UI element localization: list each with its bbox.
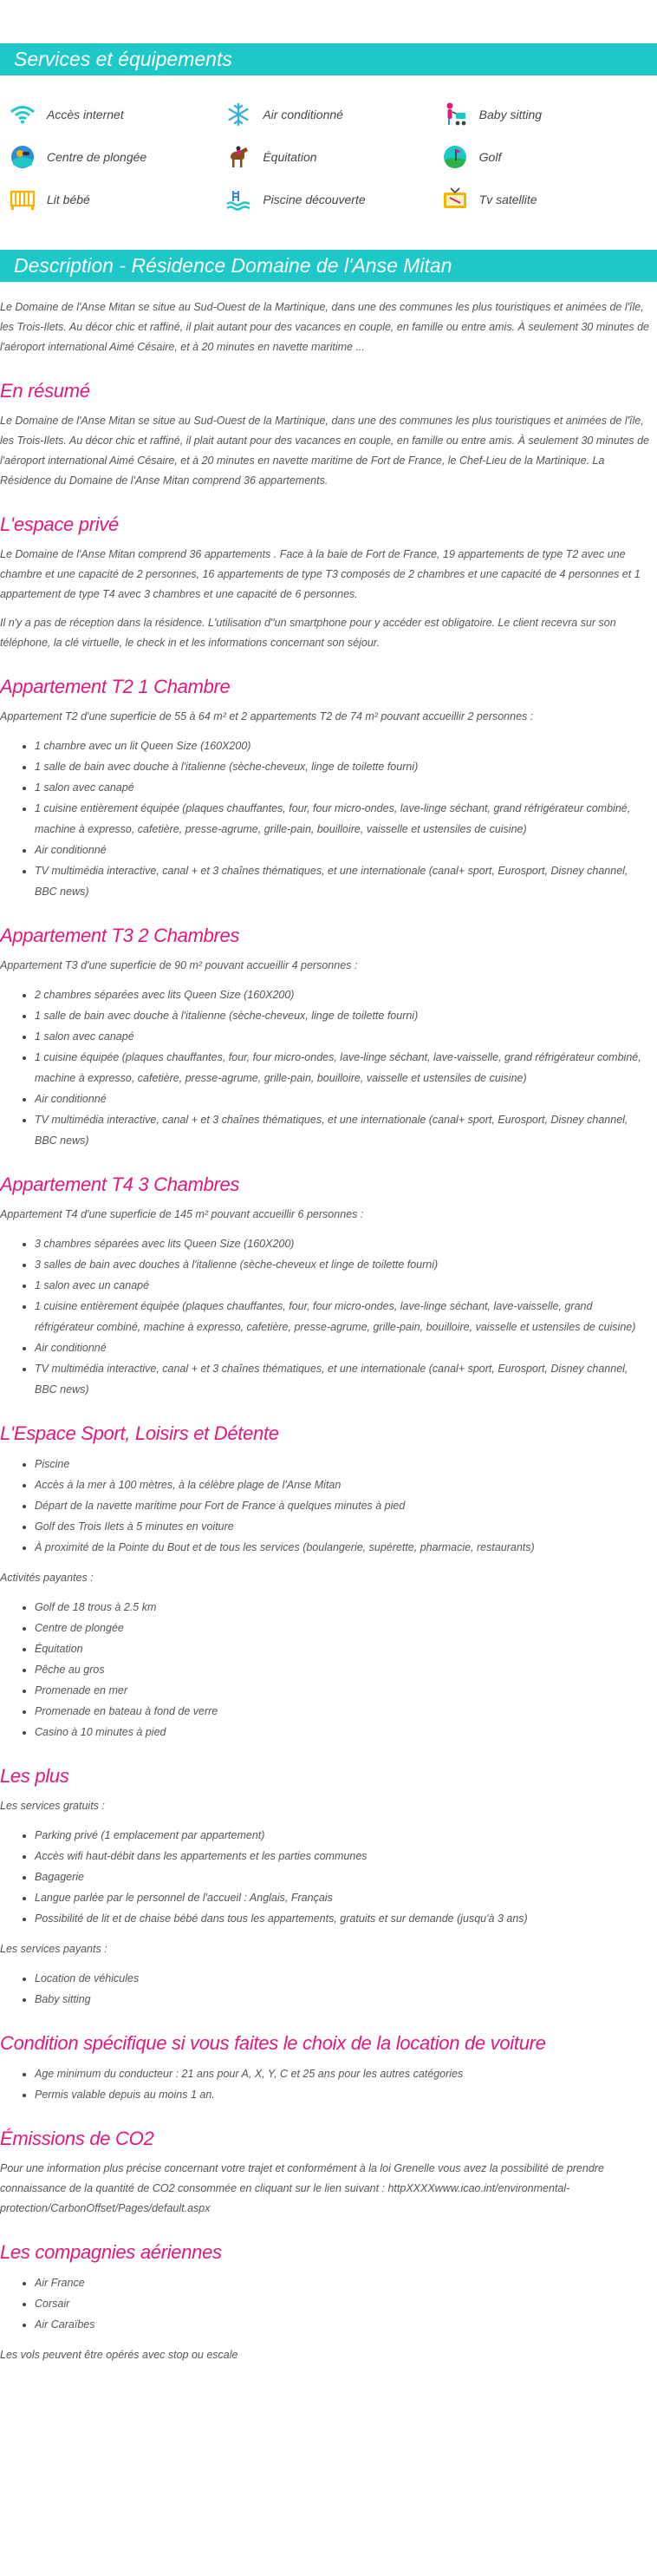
paid-activities-list	[35, 1597, 657, 1742]
list-item: • 1 cuisine entièrement équipée (plaques chauffantes, four, four micro-ondes, lave-linge séchant, lave-vaisselle, grand réfrigérateur combiné, machine à expresso, cafetière, presse-agrume, grille-pain, bouilloire, vaisselle et ustensiles de cuisine)	[35, 1296, 657, 1337]
t4-list	[35, 1233, 657, 1400]
service-riding: Équitation	[224, 144, 440, 170]
list-item: • Équitation	[35, 1638, 657, 1659]
description-content	[0, 282, 657, 2365]
list-item: • 3 salles de bain avec douches à l'italienne (sèche-cheveux et linge de toilette fourni)	[35, 1254, 657, 1275]
baby-stroller-icon	[441, 101, 469, 127]
list-item: • 2 chambres séparées avec lits Queen Size (160X200)	[35, 984, 657, 1005]
service-air-conditioning: Air conditionné	[224, 101, 440, 127]
crib-icon	[9, 186, 36, 212]
airlines-heading: Les compagnies aériennes	[0, 2241, 222, 2263]
list-item: • Baby sitting	[35, 1989, 657, 2010]
list-item: • Air conditionné	[35, 1337, 657, 1358]
service-crib: Lit bébé	[9, 186, 224, 212]
list-item: • Golf des Trois Ilets à 5 minutes en voiture	[35, 1516, 657, 1537]
co2-heading: Émissions de CO2	[0, 2128, 154, 2149]
list-item: • Piscine	[35, 1454, 657, 1474]
list-item: • À proximité de la Pointe du Bout et de tous les services (boulangerie, supérette, pharmacie, restaurants)	[35, 1537, 657, 1558]
horse-icon	[224, 144, 252, 170]
list-item: • Possibilité de lit et de chaise bébé dans tous les appartements, gratuits et sur demande (jusqu'à 3 ans)	[35, 1908, 657, 1929]
services-banner	[0, 43, 657, 75]
service-golf: Golf	[441, 144, 657, 170]
t3-heading: Appartement T3 2 Chambres	[0, 925, 240, 946]
list-item: • 1 salon avec canapé	[35, 777, 657, 798]
list-item: • 1 cuisine entièrement équipée (plaques chauffantes, four, four micro-ondes, lave-linge séchant, grand réfrigérateur combiné, machine à expresso, cafetière, presse-agrume, grille-pain, bouilloire, vaisselle et ustensiles de cuisine)	[35, 798, 657, 840]
snowflake-icon	[224, 101, 252, 127]
list-item: • Bagagerie	[35, 1867, 657, 1887]
service-internet: Accès internet	[9, 101, 224, 127]
espace-prive-heading: L'espace privé	[0, 513, 119, 535]
description-intro: Le Domaine de l'Anse Mitan se situe au Sud-Ouest de la Martinique, dans une des communes les plus touristiques et animées de l'île, les Trois-Ilets. Au décor chic et raffiné, il plait autant pour des vacances en couple, en famille ou entre amis. À seulement 30 minutes de l'aéroport international Aimé Césaire, et à 20 minutes en navette maritime ...	[0, 301, 649, 353]
list-item: • TV multimédia interactive, canal + et 3 chaînes thématiques, et une internationale (canal+ sport, Eurosport, Disney channel, BBC news)	[35, 860, 657, 902]
free-services-list	[35, 1825, 657, 1929]
paid-activities-label: Activités payantes :	[0, 1572, 94, 1584]
tv-icon	[441, 186, 469, 212]
list-item: • Parking privé (1 emplacement par appartement)	[35, 1825, 657, 1846]
car-list	[35, 2063, 657, 2105]
paid-services-list	[35, 1968, 657, 2010]
list-item: • 1 cuisine équipée (plaques chauffantes, four, four micro-ondes, lave-linge séchant, lave-vaisselle, grand réfrigérateur combiné, machine à expresso, cafetière, presse-agrume, grille-pain, bouilloire, vaisselle et ustensiles de cuisine)	[35, 1047, 657, 1089]
list-item: • Accès wifi haut-débit dans les appartements et les parties communes	[35, 1846, 657, 1867]
wifi-icon	[9, 101, 36, 127]
resume-text: Le Domaine de l'Anse Mitan se situe au Sud-Ouest de la Martinique, dans une des communes les plus touristiques et animées de l'île, les Trois-Ilets. Au décor chic et raffiné, il plait autant pour des vacances en couple, en famille ou entre amis. À seulement 30 minutes de l'aéroport international Aimé Césaire, et à 20 minutes en navette maritime de Fort de France, le Chef-Lieu de la Martinique. La Résidence du Domaine de l'Anse Mitan comprend 36 appartements.	[0, 415, 649, 487]
t2-list	[35, 736, 657, 902]
t3-list	[35, 984, 657, 1151]
car-heading: Condition spécifique si vous faites le choix de la location de voiture	[0, 2032, 546, 2054]
list-item: • Accès à la mer à 100 mètres, à la célèbre plage de l'Anse Mitan	[35, 1474, 657, 1495]
airlines-note: Les vols peuvent être opérés avec stop ou escale	[0, 2349, 238, 2361]
resume-heading: En résumé	[0, 380, 90, 402]
sport-heading: L'Espace Sport, Loisirs et Détente	[0, 1422, 279, 1444]
list-item: • Location de véhicules	[35, 1968, 657, 1989]
list-item: • 1 salon avec un canapé	[35, 1275, 657, 1296]
espace-prive-text-2: Il n'y a pas de réception dans la résidence. L'utilisation d''un smartphone pour y accéder est obligatoire. Le client recevra sur son téléphone, la clé virtuelle, le check in et les informations concernant son séjour.	[0, 617, 616, 649]
t2-heading: Appartement T2 1 Chambre	[0, 676, 231, 697]
paid-services-label: Les services payants :	[0, 1943, 107, 1955]
t4-heading: Appartement T4 3 Chambres	[0, 1174, 240, 1195]
sport-list	[35, 1454, 657, 1558]
airlines-list	[35, 2272, 657, 2335]
service-pool: Piscine découverte	[224, 186, 440, 212]
list-item: • Air Caraïbes	[35, 2314, 657, 2335]
description-title: Description - Résidence Domaine de l'Anse Mitan	[14, 254, 452, 277]
pool-icon	[224, 186, 252, 212]
list-item: • Casino à 10 minutes à pied	[35, 1722, 657, 1742]
service-tv: Tv satellite	[441, 186, 657, 212]
t4-intro: Appartement T4 d'une superficie de 145 m² pouvant accueillir 6 personnes :	[0, 1208, 364, 1220]
list-item: • 1 chambre avec un lit Queen Size (160X200)	[35, 736, 657, 756]
list-item: • Promenade en mer	[35, 1680, 657, 1701]
service-baby-sitting: Baby sitting	[441, 101, 657, 127]
list-item: • Golf de 18 trous à 2.5 km	[35, 1597, 657, 1618]
list-item: • Air conditionné	[35, 840, 657, 860]
t3-intro: Appartement T3 d'une superficie de 90 m² pouvant accueillir 4 personnes :	[0, 959, 358, 971]
golf-icon	[441, 144, 469, 170]
services-title: Services et équipements	[14, 48, 232, 70]
espace-prive-text-1: Le Domaine de l'Anse Mitan comprend 36 appartements . Face à la baie de Fort de France, 19 appartements de type T2 avec une chambre et une capacité de 2 personnes, 16 appartements de type T3 composés de 2 chambres et une capacité de 4 personnes et 1 appartement de type T4 avec 3 chambres et une capacité de 6 personnes.	[0, 548, 641, 600]
list-item: • 1 salle de bain avec douche à l'italienne (sèche-cheveux, linge de toilette fourni)	[35, 756, 657, 777]
description-banner	[0, 250, 657, 282]
list-item: • Corsair	[35, 2293, 657, 2314]
plus-heading: Les plus	[0, 1765, 69, 1787]
list-item: • Centre de plongée	[35, 1618, 657, 1638]
list-item: • Age minimum du conducteur : 21 ans pour A, X, Y, C et 25 ans pour les autres catégories	[35, 2063, 657, 2084]
list-item: • Air conditionné	[35, 1089, 657, 1109]
diving-icon	[9, 144, 36, 170]
list-item: • TV multimédia interactive, canal + et 3 chaînes thématiques, et une internationale (canal+ sport, Eurosport, Disney channel, BBC news)	[35, 1109, 657, 1151]
list-item: • Pêche au gros	[35, 1659, 657, 1680]
list-item: • Départ de la navette maritime pour Fort de France à quelques minutes à pied	[35, 1495, 657, 1516]
services-grid	[0, 75, 657, 236]
list-item: • Air France	[35, 2272, 657, 2293]
co2-text: Pour une information plus précise concernant votre trajet et conformément à la loi Grenelle vous avez la possibilité de prendre connaissance de la quantité de CO2 consommée en cliquant sur le lien suivant : httpXXXXwww.icao.int/environmental-protection/CarbonOffset/Pages/default.aspx	[0, 2162, 604, 2214]
list-item: • 1 salon avec canapé	[35, 1026, 657, 1047]
list-item: • Langue parlée par le personnel de l'accueil : Anglais, Français	[35, 1887, 657, 1908]
service-diving: Centre de plongée	[9, 144, 224, 170]
t2-intro: Appartement T2 d'une superficie de 55 à 64 m² et 2 appartements T2 de 74 m² pouvant accueillir 2 personnes :	[0, 710, 534, 722]
list-item: • Promenade en bateau à fond de verre	[35, 1701, 657, 1722]
free-services-label: Les services gratuits :	[0, 1800, 105, 1812]
list-item: • TV multimédia interactive, canal + et 3 chaînes thématiques, et une internationale (canal+ sport, Eurosport, Disney channel, BBC news)	[35, 1358, 657, 1400]
list-item: • Permis valable depuis au moins 1 an.	[35, 2084, 657, 2105]
list-item: • 3 chambres séparées avec lits Queen Size (160X200)	[35, 1233, 657, 1254]
list-item: • 1 salle de bain avec douche à l'italienne (sèche-cheveux, linge de toilette fourni)	[35, 1005, 657, 1026]
